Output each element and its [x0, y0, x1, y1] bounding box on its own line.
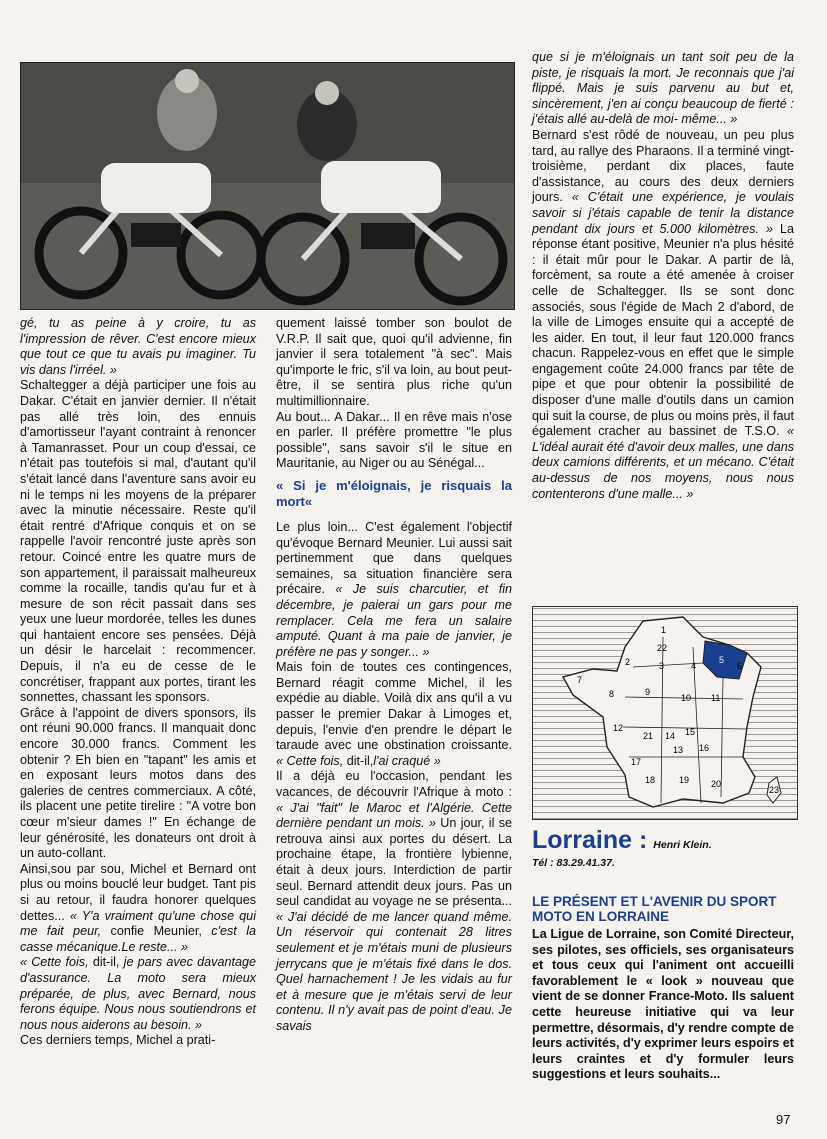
paragraph	[276, 520, 512, 660]
text-run: Mais foin de toutes ces contingences, Bernard réagit comme Michel, il les expédie au diable. Voilà dix ans qu'il a vu passer le premier Dakar à Limoges et, depuis, l'envie d'en prendre le départ le taraude avec une obstination croissante.	[276, 660, 512, 753]
region-label: 12	[613, 723, 624, 733]
text-run: Un jour, il se retrouva ainsi aux portes du désert. La prochaine étape, la frontière lybienne, était à deux jours. Interdiction de partir seul. Bernard attendit deux jours. Pas un seul candidat au voyage ne se présenta...	[276, 816, 512, 909]
region-label: 7	[577, 675, 583, 685]
quote-run: je pars avec davantage d'assurance. La moto sera mieux préparée, de plus, avec Bernard, nous ferons équipe. Nous nous soutiendrons et nous nous aiderons au besoin. »	[20, 955, 256, 1032]
article-column-1	[20, 316, 256, 1049]
region-label: 6	[737, 661, 743, 671]
paragraph: gé, tu as peine à y croire, tu as l'impression de rêver. C'est encore mieux que tout ce que tu avais pu imaginer. Tu vis dans l'irréel. »	[20, 316, 256, 377]
paragraph	[276, 660, 512, 769]
text-run: dit-il,	[88, 955, 124, 970]
region-label: 8	[609, 689, 615, 699]
region-label: 15	[685, 727, 696, 737]
quote-run: l'ai craqué »	[373, 753, 441, 768]
france-regions-map	[532, 606, 798, 820]
article-column-2	[276, 316, 512, 1035]
quote-run: « Cette fois,	[20, 955, 89, 970]
contact-phone: Tél : 83.29.41.37.	[532, 857, 615, 869]
region-label: 11	[711, 693, 721, 703]
text-run: Il a déjà eu l'occasion, pendant les vacances, de découvrir l'Afrique à moto :	[276, 769, 512, 800]
region-label: 16	[699, 743, 710, 753]
region-label: 20	[711, 779, 722, 789]
region-label: 2	[625, 657, 631, 667]
text-run: La réponse étant positive, Meunier n'a plus hésité : il était mûr pour le Dakar. A partir de là, forcèment, sa route a été amenée à croiser celle de Schaltegger. Ils se sont donc associés, sous l'égide de Mach 2 d'abord, de la ville de Limoges ensuite qui a accepté de les aider. En tout, il leur faut 120.000 francs chacun. Rappelez-vous en effet que le simple engagement coûte 24.000 francs par tête de pipe et que pour obtenir la possibilité de disposer d'une malle d'outils dans un camion qui suit la course, de plus ou moins près, il faut également cracher au bassinet de T.S.O.	[532, 221, 794, 439]
region-label: 21	[643, 731, 654, 741]
quote-run: « J'ai décidé de me lancer quand même. Un réservoir qui contenait 28 litres seulement et je m'étais muni de plusieurs jerrycans que je m'étais fixé dans le dos. Quel harnachement ! Je les vidais au fur et à mesure que je m'étais servi de leur contenu. Il n'y avait pas de point d'eau. Je savais	[276, 909, 512, 1033]
quote-run: c'est la casse mécanique.Le reste... »	[20, 924, 256, 954]
subheading: « Si je m'éloignais, je risquais la mort«	[276, 477, 512, 509]
map-graphic	[533, 607, 797, 819]
region-label: 4	[691, 661, 697, 671]
photo-illustration	[21, 63, 514, 309]
page-number: 97	[776, 1112, 791, 1127]
paragraph: Ces derniers temps, Michel a prati-	[20, 1033, 216, 1048]
region-label: 19	[679, 775, 690, 785]
quote-run: « J'ai "fait" le Maroc et l'Algérie. Cette dernière pendant un mois. »	[276, 800, 512, 831]
region-label: 23	[769, 785, 780, 795]
section-heading: LE PRÉSENT ET L'AVENIR DU SPORT MOTO EN LORRAINE	[532, 894, 777, 924]
text-run: dit-il,	[343, 753, 374, 768]
region-label: 18	[645, 775, 656, 785]
region-label: 22	[657, 643, 668, 653]
paragraph	[20, 862, 256, 956]
photo-riders-with-motorcycles	[20, 62, 515, 310]
paragraph: La Ligue de Lorraine, son Comité Directeur, ses pilotes, ses officiels, ses organisateurs et tous ceux qui l'animent ont accueilli favorablement le « look » nouveau que vient de se donner France-Moto. Ils saluent cette heureuse initiative qui va leur permettre, désormais, d'y rendre compte de leurs activités, d'y exprimer leurs espoirs et leurs craintes et d'y formuler leurs suggestions et leurs souhaits...	[532, 927, 794, 1082]
quote-run: « C'était une expérience, je voulais savoir si j'étais capable de tenir la distance pendant dix jours et 5.000 kilomètres. »	[532, 190, 794, 236]
paragraph	[532, 128, 794, 502]
paragraph	[276, 769, 512, 1034]
text-run: Bernard s'est rôdé de nouveau, un peu plus tard, au rallye des Pharaons. Il a terminé vingt-troisième, perdant dix places, faute d'assistance, au cours des deux derniers jours.	[532, 127, 794, 205]
paragraph: Grâce à l'appoint de divers sponsors, ils ont réuni 90.000 francs. Il manquait donc encore 30.000 francs. Comment les obtenir ? Eh bien en "tapant" les amis et en exposant leurs motos dans des galeries de centres commerciaux. A côté, ils placent une petite tirelire : "A votre bon cœur m'sieur dames !" En échange de leur générosité, les donateurs ont droit à un auto-collant.	[20, 705, 256, 861]
region-label: 1	[661, 625, 667, 635]
region-label: 3	[659, 661, 665, 671]
text-run: Le plus loin... C'est également l'objectif qu'évoque Bernard Meunier. Lui aussi sait pertinemment que dans quelques semaines, sa situation financière sera précaire.	[276, 519, 512, 597]
region-label: 9	[645, 687, 651, 697]
contact-person: Henri Klein.	[653, 839, 712, 851]
region-label: 13	[673, 745, 684, 755]
lorraine-article	[532, 894, 794, 1083]
quote-run: « L'idéal aurait été d'avoir deux malles, une dans deux camions différents, et un mécano. C'était au-dessus de nos moyens, nous nous contenterons d'une malle... »	[532, 424, 794, 501]
region-label: 14	[665, 731, 676, 741]
quote-run: « Y'a vraiment qu'une chose qui me fait peur,	[20, 908, 256, 939]
region-title: Lorraine :	[532, 826, 648, 854]
quote-run: « Je suis charcutier, et fin décembre, je paierai un gars pour me remplacer. Cela me fera un salaire amputé. Quant à ma paie de janvier, je préfère ne pas y songer... »	[276, 582, 512, 659]
lorraine-contact-block	[532, 826, 802, 869]
paragraph: que si je m'éloignais un tant soit peu de la piste, je risquais la mort. Je reconnais que j'ai flippé. Mais je suis parvenu au but et, sincèrement, j'en ai conçu beaucoup de fierté : j'étais allé au-delà de moi- même... »	[532, 50, 794, 127]
article-column-3	[532, 50, 794, 502]
paragraph: Au bout... A Dakar... Il en rêve mais n'ose en parler. Il préfère promettre "le plus possible", sans savoir s'il le situe en Mauritanie, au Niger ou au Sénégal...	[276, 409, 512, 471]
paragraph	[20, 955, 256, 1033]
region-label: 5	[719, 655, 725, 665]
region-label: 17	[631, 757, 642, 767]
text-run: confie Meunier,	[101, 924, 212, 939]
paragraph: Schaltegger a déjà participer une fois au Dakar. C'était en janvier dernier. Il n'était pas allé très loin, des ennuis d'amortisseur l'ayant contraint à renoncer à Tamanrasset. Pour un coup d'essai, ce n'était pas toutefois si mal, d'autant qu'il s'était lancé dans l'aventure sans avoir eu ni le temps ni les moyens de la préparer avec la minutie nécessaire. Reste qu'il était rentré d'Afrique conquis et on se rappelle l'avoir rencontré juste après son retour. Coincé entre les quatre murs de son appartement, il paraissait malheureux comme la rocaille, tandis qu'au fur et à mesure de son récit passait dans ses yeux une lueur mordorée, telles les dunes qui hantaient encore ses pensées. Déjà un désir le harcelait : recommencer. Depuis, il n'a eu de cesse de le concrétiser, frappant aux portes, tirant les sonnettes, chassant les sponsors.	[20, 378, 256, 705]
text-run: Ainsi,sou par sou, Michel et Bernard ont plus ou moins bouclé leur budget. Tant pis si au retour, il faudra honorer quelques dettes...	[20, 861, 256, 923]
paragraph: quement laissé tomber son boulot de V.R.P. Il sait que, quoi qu'il advienne, fin janvier il sera totalement "à sec". Mais qu'importe le fric, s'il va loin, au bout peut-être, il se sentira plus riche qu'un multimillionnaire.	[276, 316, 512, 408]
quote-run: « Cette fois,	[276, 753, 344, 768]
region-label: 10	[681, 693, 692, 703]
